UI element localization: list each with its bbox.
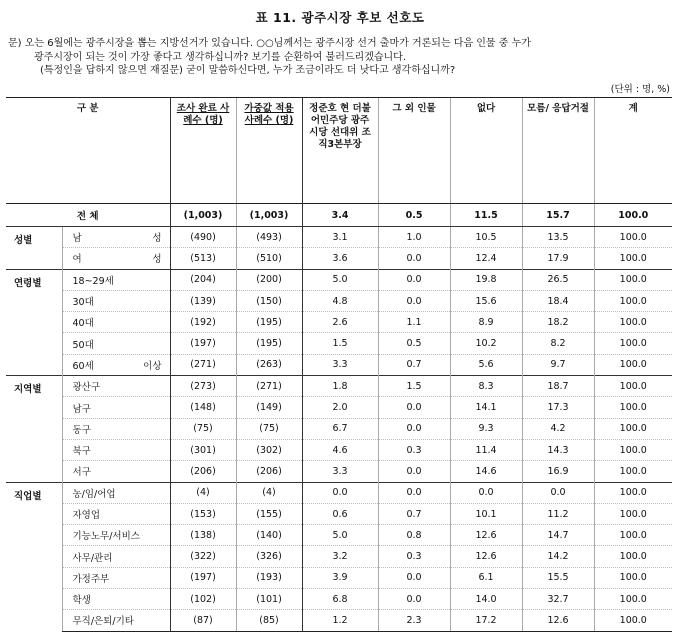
cell-dk: 18.2 xyxy=(522,312,594,333)
cell-weighted-n: (150) xyxy=(236,290,302,311)
cell-dk: 26.5 xyxy=(522,269,594,290)
cell-dk: 15.7 xyxy=(522,204,594,227)
row-label: 30대 xyxy=(62,290,170,311)
cell-total: 100.0 xyxy=(594,482,672,503)
cell-survey-n: (273) xyxy=(170,376,236,397)
cell-total: 100.0 xyxy=(594,418,672,439)
cell-weighted-n: (206) xyxy=(236,461,302,482)
cell-total: 100.0 xyxy=(594,525,672,546)
cell-total: 100.0 xyxy=(594,333,672,354)
cell-weighted-n: (85) xyxy=(236,610,302,631)
cell-candidate: 3.3 xyxy=(302,354,378,375)
cell-total: 100.0 xyxy=(594,376,672,397)
cell-candidate: 0.0 xyxy=(302,482,378,503)
cell-candidate: 1.8 xyxy=(302,376,378,397)
table-row xyxy=(6,482,672,503)
cell-dk: 18.4 xyxy=(522,290,594,311)
group-label: 지역별 xyxy=(6,376,62,482)
cell-candidate: 6.7 xyxy=(302,418,378,439)
cell-dk: 15.5 xyxy=(522,567,594,588)
cell-weighted-n: (493) xyxy=(236,227,302,248)
question-line-3: (특정인을 답하지 않으면 재질문) 굳이 말씀하신다면, 누가 조금이라도 더 낫다고 생각하십니까? xyxy=(40,65,456,76)
cell-none: 0.0 xyxy=(450,482,522,503)
cell-other: 0.0 xyxy=(378,269,450,290)
survey-question xyxy=(8,37,674,78)
cell-survey-n: (153) xyxy=(170,503,236,524)
row-label: 서구 xyxy=(62,461,170,482)
table-row xyxy=(6,312,672,333)
header-survey-n: 조사 완료 사례수 (명) xyxy=(170,98,236,204)
cell-dk: 17.3 xyxy=(522,397,594,418)
table-row xyxy=(6,418,672,439)
cell-candidate: 4.6 xyxy=(302,439,378,460)
cell-survey-n: (322) xyxy=(170,546,236,567)
cell-weighted-n: (302) xyxy=(236,439,302,460)
cell-other: 1.5 xyxy=(378,376,450,397)
cell-candidate: 3.6 xyxy=(302,248,378,269)
cell-survey-n: (87) xyxy=(170,610,236,631)
cell-weighted-n: (149) xyxy=(236,397,302,418)
cell-total: 100.0 xyxy=(594,567,672,588)
cell-none: 10.1 xyxy=(450,503,522,524)
cell-weighted-n: (1,003) xyxy=(236,204,302,227)
cell-total: 100.0 xyxy=(594,227,672,248)
cell-other: 0.3 xyxy=(378,439,450,460)
cell-none: 15.6 xyxy=(450,290,522,311)
cell-dk: 14.2 xyxy=(522,546,594,567)
cell-total: 100.0 xyxy=(594,439,672,460)
cell-none: 12.4 xyxy=(450,248,522,269)
question-line-2: 광주시장이 되는 것이 가장 좋다고 생각하십니까? 보기를 순환하여 불러드리겠습니다. xyxy=(34,51,407,63)
row-label: 동구 xyxy=(62,418,170,439)
table-row xyxy=(6,248,672,269)
cell-survey-n: (102) xyxy=(170,589,236,610)
cell-candidate: 4.8 xyxy=(302,290,378,311)
cell-candidate: 3.2 xyxy=(302,546,378,567)
cell-other: 0.0 xyxy=(378,248,450,269)
row-label: 전 체 xyxy=(6,204,170,227)
cell-total: 100.0 xyxy=(594,610,672,631)
header-dk: 모름/ 응답거절 xyxy=(522,98,594,204)
cell-survey-n: (138) xyxy=(170,525,236,546)
row-label: 사무/관리 xyxy=(62,546,170,567)
cell-none: 5.6 xyxy=(450,354,522,375)
table-row xyxy=(6,567,672,588)
header-row xyxy=(6,98,672,204)
cell-other: 0.0 xyxy=(378,461,450,482)
row-label: 50대 xyxy=(62,333,170,354)
header-weighted-n: 가중값 적용 사례수 (명) xyxy=(236,98,302,204)
row-label: 가정주부 xyxy=(62,567,170,588)
cell-dk: 8.2 xyxy=(522,333,594,354)
cell-dk: 17.9 xyxy=(522,248,594,269)
cell-dk: 4.2 xyxy=(522,418,594,439)
row-label: 남구 xyxy=(62,397,170,418)
header-category: 구 분 xyxy=(6,98,170,204)
cell-none: 10.2 xyxy=(450,333,522,354)
table-row xyxy=(6,589,672,610)
cell-survey-n: (1,003) xyxy=(170,204,236,227)
cell-survey-n: (204) xyxy=(170,269,236,290)
cell-candidate: 0.6 xyxy=(302,503,378,524)
cell-survey-n: (197) xyxy=(170,333,236,354)
cell-weighted-n: (195) xyxy=(236,333,302,354)
cell-weighted-n: (75) xyxy=(236,418,302,439)
cell-other: 0.0 xyxy=(378,567,450,588)
cell-total: 100.0 xyxy=(594,546,672,567)
cell-other: 0.5 xyxy=(378,333,450,354)
header-candidate: 정준호 현 더불어민주당 광주시당 선대위 조직3본부장 xyxy=(302,98,378,204)
table-row xyxy=(6,461,672,482)
row-label: 무직/은퇴/기타 xyxy=(62,610,170,631)
cell-total: 100.0 xyxy=(594,290,672,311)
cell-survey-n: (513) xyxy=(170,248,236,269)
cell-dk: 14.7 xyxy=(522,525,594,546)
cell-weighted-n: (140) xyxy=(236,525,302,546)
cell-survey-n: (271) xyxy=(170,354,236,375)
cell-candidate: 3.1 xyxy=(302,227,378,248)
table-row xyxy=(6,290,672,311)
table-row xyxy=(6,376,672,397)
cell-weighted-n: (4) xyxy=(236,482,302,503)
row-label: 여 성 xyxy=(62,248,170,269)
cell-other: 0.0 xyxy=(378,290,450,311)
cell-none: 14.0 xyxy=(450,589,522,610)
cell-survey-n: (139) xyxy=(170,290,236,311)
group-label: 성별 xyxy=(6,227,62,270)
cell-total: 100.0 xyxy=(594,461,672,482)
cell-weighted-n: (510) xyxy=(236,248,302,269)
row-label: 학생 xyxy=(62,589,170,610)
cell-other: 0.0 xyxy=(378,397,450,418)
cell-total: 100.0 xyxy=(594,589,672,610)
cell-dk: 9.7 xyxy=(522,354,594,375)
row-label: 북구 xyxy=(62,439,170,460)
cell-other: 0.7 xyxy=(378,354,450,375)
header-none: 없다 xyxy=(450,98,522,204)
cell-dk: 12.6 xyxy=(522,610,594,631)
header-total: 계 xyxy=(594,98,672,204)
row-label: 광산구 xyxy=(62,376,170,397)
cell-other: 0.0 xyxy=(378,418,450,439)
cell-survey-n: (75) xyxy=(170,418,236,439)
cell-candidate: 2.6 xyxy=(302,312,378,333)
cell-none: 12.6 xyxy=(450,525,522,546)
table-row xyxy=(6,439,672,460)
total-row xyxy=(6,204,672,227)
cell-survey-n: (490) xyxy=(170,227,236,248)
cell-weighted-n: (271) xyxy=(236,376,302,397)
cell-other: 1.1 xyxy=(378,312,450,333)
group-label: 직업별 xyxy=(6,482,62,631)
cell-weighted-n: (263) xyxy=(236,354,302,375)
cell-other: 2.3 xyxy=(378,610,450,631)
table-row xyxy=(6,354,672,375)
cell-none: 8.9 xyxy=(450,312,522,333)
row-label: 40대 xyxy=(62,312,170,333)
row-label: 18~29세 xyxy=(62,269,170,290)
cell-other: 1.0 xyxy=(378,227,450,248)
cell-total: 100.0 xyxy=(594,204,672,227)
cell-weighted-n: (101) xyxy=(236,589,302,610)
results-table xyxy=(6,97,672,632)
table-row xyxy=(6,227,672,248)
cell-weighted-n: (200) xyxy=(236,269,302,290)
cell-other: 0.0 xyxy=(378,589,450,610)
table-row xyxy=(6,333,672,354)
cell-dk: 32.7 xyxy=(522,589,594,610)
cell-total: 100.0 xyxy=(594,269,672,290)
row-label: 농/임/어업 xyxy=(62,482,170,503)
cell-dk: 11.2 xyxy=(522,503,594,524)
cell-survey-n: (4) xyxy=(170,482,236,503)
table-title: 표 11. 광주시장 후보 선호도 xyxy=(255,10,425,25)
cell-none: 12.6 xyxy=(450,546,522,567)
cell-candidate: 2.0 xyxy=(302,397,378,418)
cell-none: 14.6 xyxy=(450,461,522,482)
cell-total: 100.0 xyxy=(594,312,672,333)
question-line-1: 문) 오는 6월에는 광주시장을 뽑는 지방선거가 있습니다. ○○님께서는 광주시장 선거 출마가 거론되는 다음 인물 중 누가 xyxy=(8,38,531,49)
cell-candidate: 3.3 xyxy=(302,461,378,482)
table-row xyxy=(6,525,672,546)
cell-survey-n: (301) xyxy=(170,439,236,460)
cell-candidate: 3.9 xyxy=(302,567,378,588)
cell-candidate: 5.0 xyxy=(302,525,378,546)
cell-none: 19.8 xyxy=(450,269,522,290)
cell-none: 17.2 xyxy=(450,610,522,631)
table-row xyxy=(6,610,672,631)
cell-candidate: 3.4 xyxy=(302,204,378,227)
row-label: 남 성 xyxy=(62,227,170,248)
table-row xyxy=(6,546,672,567)
row-label: 기능노무/서비스 xyxy=(62,525,170,546)
cell-other: 0.7 xyxy=(378,503,450,524)
cell-candidate: 1.2 xyxy=(302,610,378,631)
cell-dk: 16.9 xyxy=(522,461,594,482)
cell-dk: 13.5 xyxy=(522,227,594,248)
cell-candidate: 1.5 xyxy=(302,333,378,354)
cell-total: 100.0 xyxy=(594,354,672,375)
cell-none: 14.1 xyxy=(450,397,522,418)
cell-other: 0.3 xyxy=(378,546,450,567)
cell-candidate: 5.0 xyxy=(302,269,378,290)
unit-note: (단위 : 명, %) xyxy=(610,84,670,95)
group-label: 연령별 xyxy=(6,269,62,375)
cell-other: 0.0 xyxy=(378,482,450,503)
table-row xyxy=(6,503,672,524)
cell-weighted-n: (326) xyxy=(236,546,302,567)
cell-weighted-n: (193) xyxy=(236,567,302,588)
cell-total: 100.0 xyxy=(594,503,672,524)
cell-none: 11.5 xyxy=(450,204,522,227)
cell-weighted-n: (155) xyxy=(236,503,302,524)
cell-survey-n: (148) xyxy=(170,397,236,418)
cell-candidate: 6.8 xyxy=(302,589,378,610)
cell-dk: 14.3 xyxy=(522,439,594,460)
row-label: 60세 이상 xyxy=(62,354,170,375)
header-other: 그 외 인물 xyxy=(378,98,450,204)
cell-survey-n: (192) xyxy=(170,312,236,333)
table-row xyxy=(6,269,672,290)
cell-dk: 18.7 xyxy=(522,376,594,397)
cell-survey-n: (206) xyxy=(170,461,236,482)
cell-other: 0.8 xyxy=(378,525,450,546)
cell-none: 11.4 xyxy=(450,439,522,460)
cell-total: 100.0 xyxy=(594,397,672,418)
cell-other: 0.5 xyxy=(378,204,450,227)
table-row xyxy=(6,397,672,418)
cell-none: 9.3 xyxy=(450,418,522,439)
cell-total: 100.0 xyxy=(594,248,672,269)
cell-survey-n: (197) xyxy=(170,567,236,588)
cell-dk: 0.0 xyxy=(522,482,594,503)
cell-weighted-n: (195) xyxy=(236,312,302,333)
cell-none: 10.5 xyxy=(450,227,522,248)
row-label: 자영업 xyxy=(62,503,170,524)
cell-none: 6.1 xyxy=(450,567,522,588)
cell-none: 8.3 xyxy=(450,376,522,397)
